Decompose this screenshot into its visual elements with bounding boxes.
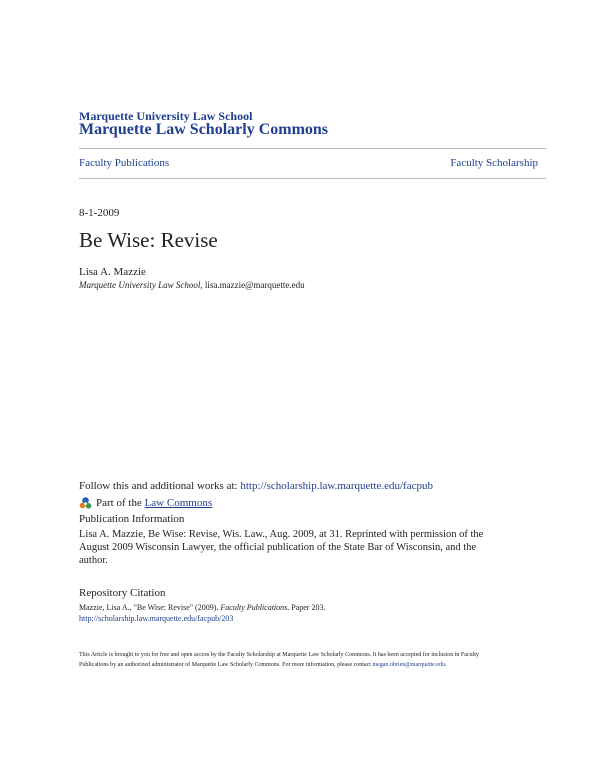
notice-end: .	[444, 662, 447, 668]
citation-post: . Paper 203.	[287, 603, 326, 612]
part-of-label: Part of the	[96, 497, 142, 509]
school-name: Marquette University Law School	[79, 109, 253, 123]
author-name: Lisa A. Mazzie	[79, 266, 146, 278]
faculty-publications-link[interactable]: Faculty Publications	[79, 157, 170, 169]
follow-line	[79, 480, 433, 492]
affiliation-sep: ,	[200, 280, 205, 290]
repository-citation-heading: Repository Citation	[79, 587, 166, 599]
author-affiliation	[79, 280, 305, 290]
network-icon	[79, 496, 92, 510]
article-date: 8-1-2009	[79, 207, 120, 219]
article-title: Be Wise: Revise	[79, 228, 218, 252]
citation-pre: Mazzie, Lisa A., "Be Wise: Revise" (2009).	[79, 603, 219, 612]
law-commons-link[interactable]: Law Commons	[144, 497, 213, 509]
facpub-link[interactable]: http://scholarship.law.marquette.edu/facpub	[240, 480, 433, 492]
citation-italic: Faculty Publications	[220, 603, 288, 612]
repository-name: Marquette Law Scholarly Commons	[79, 121, 329, 138]
citation-url-link[interactable]: http://scholarship.law.marquette.edu/facpub/203	[79, 614, 234, 623]
author-email: lisa.mazzie@marquette.edu	[204, 280, 305, 290]
follow-label: Follow this and additional works at:	[79, 480, 238, 492]
part-of-line	[79, 496, 212, 510]
faculty-scholarship-link[interactable]: Faculty Scholarship	[450, 157, 538, 169]
affiliation-name: Marquette University Law School	[79, 280, 201, 290]
contact-email-link[interactable]: megan.obrien@marquette.edu	[372, 662, 445, 668]
access-notice	[79, 650, 509, 670]
publication-info-text: Lisa A. Mazzie, Be Wise: Revise, Wis. Law., Aug. 2009, at 31. Reprinted with permission of the August 2009 Wisconsin Lawyer, the official publication of the State Bar of Wisconsin, and the author.	[79, 529, 484, 566]
publication-info-heading: Publication Information	[79, 513, 185, 525]
divider-bottom	[79, 178, 546, 179]
notice-text: This Article is brought to you for free and open access by the Faculty Scholarship at Marquette Law Scholarly Commons. It has been accepted for inclusion in Faculty Publications by an authorized administrator of Marquette Law Scholarly Commons. For more information, please contact	[79, 652, 479, 668]
repository-citation-text	[79, 603, 325, 612]
divider-top	[79, 148, 546, 149]
